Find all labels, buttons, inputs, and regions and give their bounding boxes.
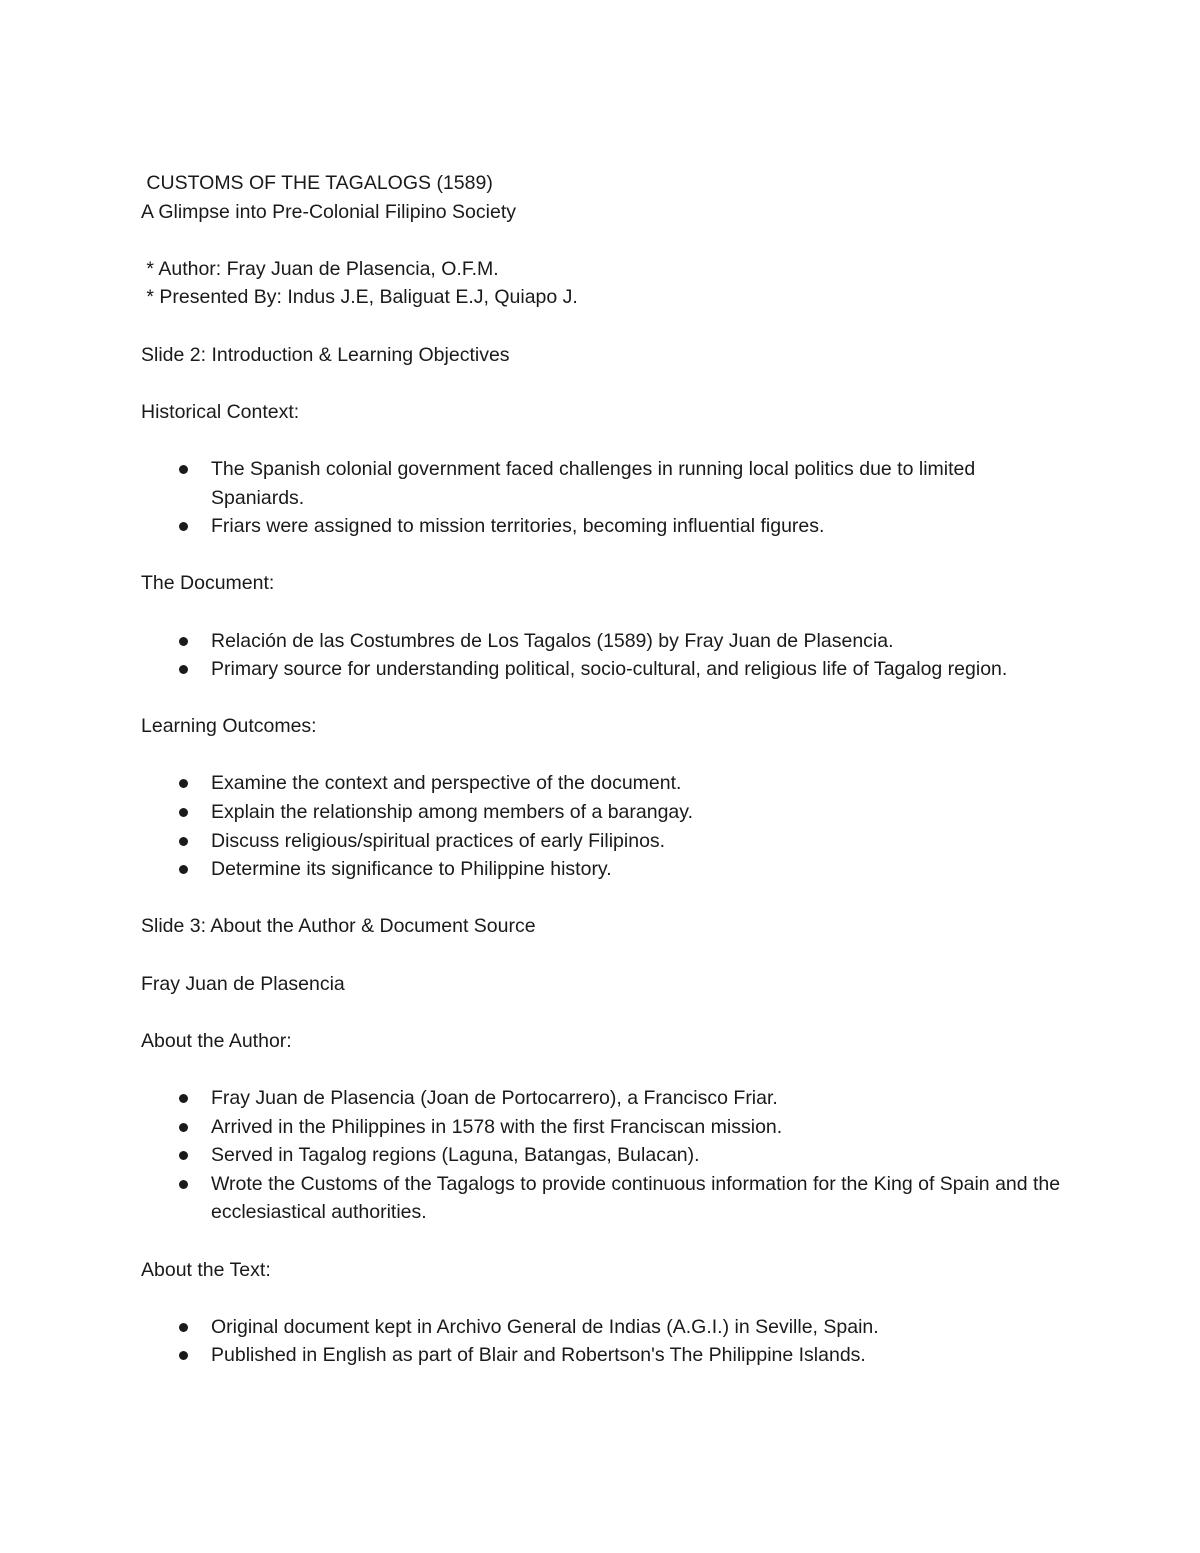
spacer	[141, 998, 1071, 1027]
list-item: Relación de las Costumbres de Los Tagalos (1589) by Fray Juan de Plasencia.	[141, 627, 1071, 656]
list-item: Explain the relationship among members of a barangay.	[141, 798, 1071, 827]
spacer	[141, 369, 1071, 398]
list-item: Examine the context and perspective of the document.	[141, 769, 1071, 798]
bullet-icon	[179, 1323, 188, 1332]
spacer	[141, 312, 1071, 341]
bullet-icon	[179, 1094, 188, 1103]
spacer	[141, 541, 1071, 570]
bullet-icon	[179, 837, 188, 846]
bullet-icon	[179, 1180, 188, 1189]
about-author-list	[141, 1084, 1071, 1227]
list-item: Wrote the Customs of the Tagalogs to provide continuous information for the King of Spain and the ecclesiastical authorities.	[141, 1170, 1071, 1227]
spacer	[141, 1284, 1071, 1313]
about-text-heading: About the Text:	[141, 1258, 271, 1281]
spacer	[141, 226, 1071, 255]
historical-context-heading: Historical Context:	[141, 400, 300, 423]
list-item: The Spanish colonial government faced challenges in running local politics due to limited Spaniards.	[141, 455, 1071, 512]
spacer	[141, 741, 1071, 770]
list-item: Determine its significance to Philippine history.	[141, 855, 1071, 884]
bullet-icon	[179, 522, 188, 531]
author-line: * Author: Fray Juan de Plasencia, O.F.M.	[141, 257, 499, 280]
spacer	[141, 1227, 1071, 1256]
spacer	[141, 426, 1071, 455]
bullet-icon	[179, 665, 188, 674]
bullet-icon	[179, 865, 188, 874]
list-item: Discuss religious/spiritual practices of early Filipinos.	[141, 827, 1071, 856]
document-page	[141, 169, 1071, 1370]
spacer	[141, 684, 1071, 713]
list-item: Arrived in the Philippines in 1578 with the first Franciscan mission.	[141, 1113, 1071, 1142]
presented-by-line: * Presented By: Indus J.E, Baliguat E.J, Quiapo J.	[141, 286, 578, 309]
bullet-icon	[179, 779, 188, 788]
the-document-list	[141, 627, 1071, 684]
document-title: CUSTOMS OF THE TAGALOGS (1589)	[141, 172, 493, 194]
about-author-heading: About the Author:	[141, 1029, 292, 1052]
the-document-heading: The Document:	[141, 572, 275, 595]
bullet-icon	[179, 465, 188, 474]
document-subtitle: A Glimpse into Pre-Colonial Filipino Society	[141, 200, 516, 223]
list-item: Friars were assigned to mission territories, becoming influential figures.	[141, 512, 1071, 541]
bullet-icon	[179, 808, 188, 817]
spacer	[141, 941, 1071, 970]
list-item: Original document kept in Archivo General de Indias (A.G.I.) in Seville, Spain.	[141, 1313, 1071, 1342]
list-item: Primary source for understanding political, socio-cultural, and religious life of Tagalog region.	[141, 655, 1071, 684]
list-item: Fray Juan de Plasencia (Joan de Portocarrero), a Francisco Friar.	[141, 1084, 1071, 1113]
learning-outcomes-list	[141, 769, 1071, 883]
spacer	[141, 884, 1071, 913]
bullet-icon	[179, 1351, 188, 1360]
bullet-icon	[179, 637, 188, 646]
list-item: Served in Tagalog regions (Laguna, Batangas, Bulacan).	[141, 1141, 1071, 1170]
slide-3-heading: Slide 3: About the Author & Document Source	[141, 915, 536, 938]
spacer	[141, 598, 1071, 627]
spacer	[141, 1055, 1071, 1084]
bullet-icon	[179, 1151, 188, 1160]
learning-outcomes-heading: Learning Outcomes:	[141, 715, 317, 738]
historical-context-list	[141, 455, 1071, 541]
author-name: Fray Juan de Plasencia	[141, 972, 345, 995]
slide-2-heading: Slide 2: Introduction & Learning Objectives	[141, 343, 510, 366]
list-item: Published in English as part of Blair and Robertson's The Philippine Islands.	[141, 1341, 1071, 1370]
about-text-list	[141, 1313, 1071, 1370]
bullet-icon	[179, 1123, 188, 1132]
